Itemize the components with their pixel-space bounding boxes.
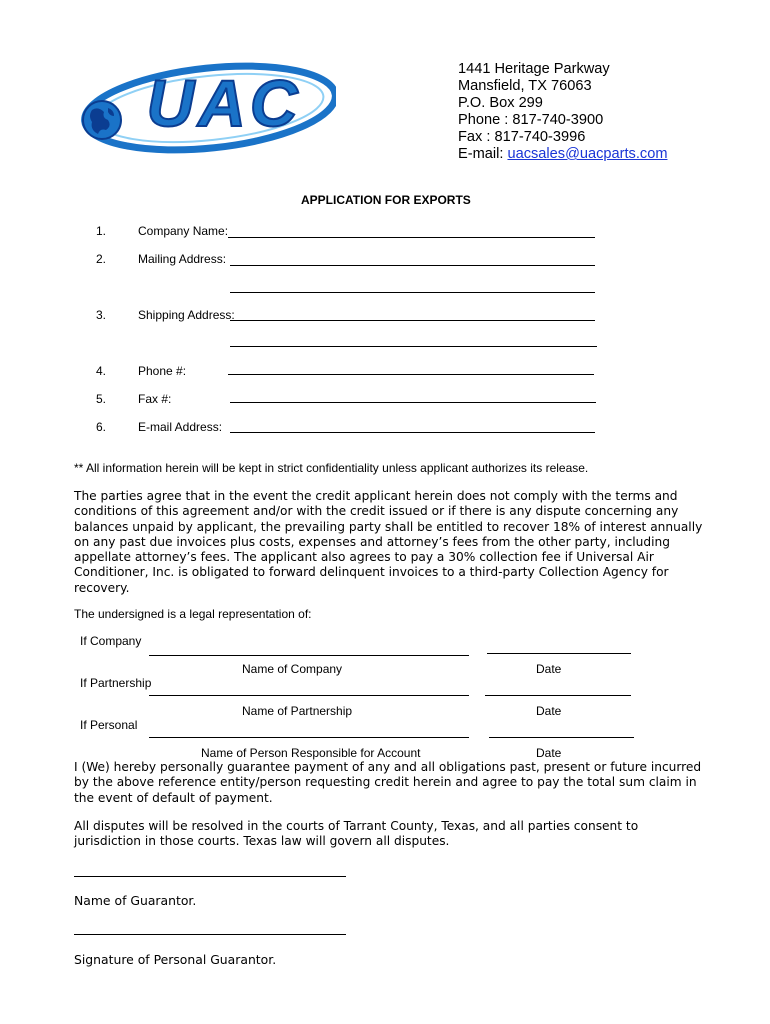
address-email xyxy=(458,146,667,163)
shipping-address-label: Shipping Address: xyxy=(138,308,235,322)
address-po-box: P.O. Box 299 xyxy=(458,95,543,111)
company-name-label: Company Name: xyxy=(138,224,229,238)
email-address-field[interactable] xyxy=(230,432,595,433)
globe-icon xyxy=(83,101,121,139)
fax-field[interactable] xyxy=(230,402,596,403)
phone-label: Phone #: xyxy=(138,364,187,378)
email-link[interactable]: uacsales@uacparts.com xyxy=(507,146,668,162)
company-date-line[interactable] xyxy=(487,653,631,654)
date-caption: Date xyxy=(536,704,562,718)
partnership-name-signature-line[interactable] xyxy=(149,695,469,696)
shipping-address-field-2[interactable] xyxy=(230,346,597,347)
field-number: 6. xyxy=(96,420,107,434)
disputes-paragraph: All disputes will be resolved in the courts of Tarrant County, Texas, and all parties consent to jurisdiction in those courts. Texas law will govern all disputes. xyxy=(74,819,639,849)
guarantor-name-line[interactable] xyxy=(74,876,346,877)
uac-logo xyxy=(74,58,336,156)
address-phone: Phone : 817-740-3900 xyxy=(458,112,604,128)
field-number: 3. xyxy=(96,308,107,322)
address-fax: Fax : 817-740-3996 xyxy=(458,129,586,145)
mailing-address-field-2[interactable] xyxy=(230,292,595,293)
if-company-heading: If Company xyxy=(80,634,142,648)
guarantee-paragraph: I (We) hereby personally guarantee payment of any and all obligations past, present or future incurred by the above reference entity/person requesting credit herein and agree to pay the total sum claim in the event of default of payment. xyxy=(74,760,702,805)
if-personal-heading: If Personal xyxy=(80,718,138,732)
personal-date-line[interactable] xyxy=(489,737,634,738)
address-line2: Mansfield, TX 76063 xyxy=(458,78,592,94)
name-of-partnership-caption: Name of Partnership xyxy=(242,704,353,718)
name-of-person-caption: Name of Person Responsible for Account xyxy=(201,746,421,760)
company-name-signature-line[interactable] xyxy=(149,655,469,656)
if-partnership-heading: If Partnership xyxy=(80,676,152,690)
confidentiality-note: ** All information herein will be kept in strict confidentiality unless applicant authorizes its release. xyxy=(74,461,589,475)
terms-paragraph: The parties agree that in the event the credit applicant herein does not comply with the terms and conditions of this agreement and/or with the credit issued or if there is any dispute concerning any balances unpaid by applicant, the prevailing party shall be entitled to recover 18% of interest annually on any past due invoices plus costs, expenses and attorney’s fees from the other party, including appellate attorney’s fees. The applicant also agrees to pay a 30% collection fee if Universal Air Conditioner, Inc. is obligated to forward delinquent invoices to a third-party Collection Agency for recovery. xyxy=(74,489,703,595)
logo-text: UAC xyxy=(146,66,302,140)
date-caption: Date xyxy=(536,746,562,760)
mailing-address-label: Mailing Address: xyxy=(138,252,227,266)
name-of-company-caption: Name of Company xyxy=(242,662,343,676)
company-name-field[interactable] xyxy=(228,237,595,238)
guarantor-signature-caption: Signature of Personal Guarantor. xyxy=(74,952,277,967)
guarantor-signature-line[interactable] xyxy=(74,934,346,935)
undersigned-text: The undersigned is a legal representation of: xyxy=(74,607,312,621)
fax-label: Fax #: xyxy=(138,392,172,406)
guarantor-name-caption: Name of Guarantor. xyxy=(74,893,197,908)
field-number: 1. xyxy=(96,224,107,238)
date-caption: Date xyxy=(536,662,562,676)
address-line1: 1441 Heritage Parkway xyxy=(458,61,610,77)
field-number: 2. xyxy=(96,252,107,266)
phone-field[interactable] xyxy=(228,374,594,375)
email-label: E-mail: xyxy=(458,146,508,162)
form-title: APPLICATION FOR EXPORTS xyxy=(301,193,471,207)
field-number: 5. xyxy=(96,392,107,406)
field-number: 4. xyxy=(96,364,107,378)
shipping-address-field[interactable] xyxy=(230,320,595,321)
partnership-date-line[interactable] xyxy=(485,695,631,696)
mailing-address-field[interactable] xyxy=(230,265,595,266)
person-name-signature-line[interactable] xyxy=(149,737,469,738)
email-address-label: E-mail Address: xyxy=(138,420,223,434)
